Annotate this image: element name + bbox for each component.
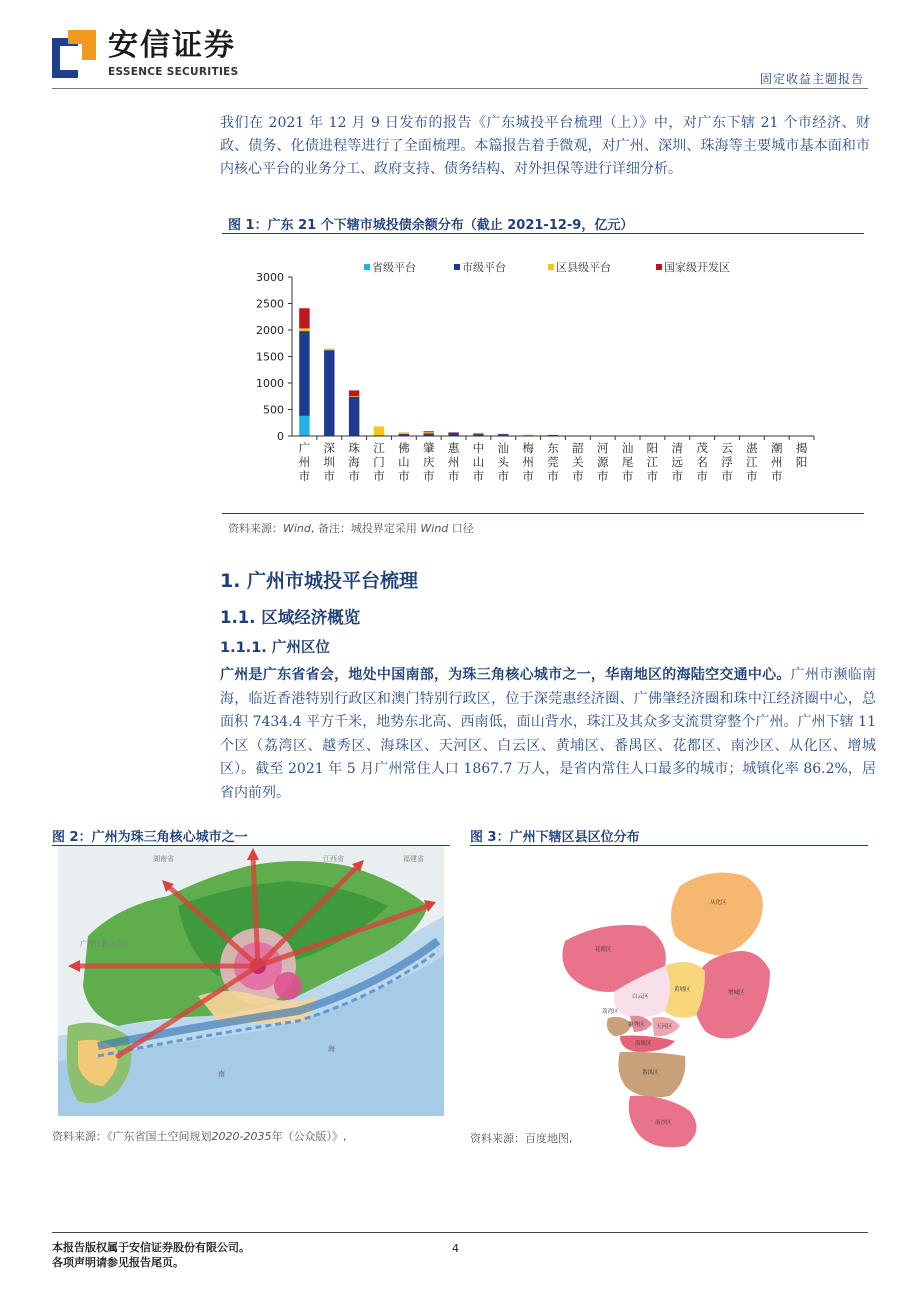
pearl-river-delta-map <box>58 846 444 1116</box>
label-huadu: 花都区 <box>595 947 612 953</box>
x-tick-label-17: 云浮市 <box>721 441 733 483</box>
label-huangpu: 黄埔区 <box>674 987 691 993</box>
figure1-chart <box>222 254 842 494</box>
x-tick-label-19: 潮州市 <box>770 441 783 483</box>
x-tick-label-13: 汕尾市 <box>621 441 634 483</box>
body-text: 广州市濒临南海，临近香港特别行政区和澳门特别行政区，位于深莞惠经济圈、广佛肇经济圈和珠中江经济圈中心，总面积 7434.4 平方千米，地势东北高、西南低，面山背水，珠江及其众多支流贯穿整个广州。广州下辖 11 个区（荔湾区、越秀区、海珠区、天河区、白云区、黄埔区、番禺区、花都区、南沙区、从化区、增城区）。截至 2021 年 5 月广州常住人口 1867.7 万人，是省内常住人口最多的城市；城镇化率 86.2%，居省内前列。 <box>220 667 877 801</box>
x-tick-label-16: 茂名市 <box>696 441 708 483</box>
label-tianhe: 天河区 <box>656 1024 673 1030</box>
figure3-title: 图 3：广州下辖区县区位分布 <box>470 830 640 845</box>
x-tick-label-12: 河源市 <box>596 441 609 483</box>
figure1-source-suffix: 口径 <box>448 522 474 535</box>
brand-name-cn: 安信证券 <box>108 28 236 63</box>
figure1-source-mid: , 备注：城投界定采用 <box>310 522 421 535</box>
bar-9-2 <box>523 435 533 436</box>
x-tick-label-14: 阳江市 <box>646 441 659 483</box>
legend-label-2: 区县级平台 <box>556 261 611 274</box>
figure2-source-years: 2020-2035 <box>211 1130 272 1143</box>
bar-2-2 <box>349 396 359 397</box>
y-tick-label-2: 1000 <box>256 377 284 390</box>
bar-2-1 <box>349 397 359 436</box>
guangzhou-districts-map <box>470 846 870 1126</box>
intro-paragraph: 我们在 2021 年 12 月 9 日发布的报告《广东城投平台梳理（上）》中，对广东下辖 21 个市经济、财政、债务、化债进程等进行了全面梳理。本篇报告着手微观，对广州、深圳、珠海等主要城市基本面和市内核心平台的业务分工、政府支持、债务结构、对外担保等进行详细分析。 <box>220 115 870 177</box>
label-panyu: 番禺区 <box>642 1070 659 1076</box>
x-tick-label-9: 梅州市 <box>522 441 534 483</box>
legend-label-1: 市级平台 <box>462 261 506 274</box>
figure1-bottom-rule <box>222 513 864 514</box>
x-tick-label-2: 珠海市 <box>348 441 360 483</box>
label-zengcheng: 增城区 <box>728 990 745 996</box>
figure1-source <box>228 520 474 536</box>
y-tick-label-4: 2000 <box>256 324 284 337</box>
footer-divider <box>52 1232 868 1233</box>
y-tick-label-3: 1500 <box>256 350 284 364</box>
bar-1-1 <box>324 350 334 436</box>
label-haizhu: 海珠区 <box>635 1041 652 1047</box>
bar-1-2 <box>324 349 334 351</box>
legend-swatch-1 <box>454 264 460 270</box>
x-tick-label-7: 中山市 <box>472 441 485 483</box>
figure1-source-wind-2: Wind <box>420 522 449 535</box>
figure2-title: 图 2：广州为珠三角核心城市之一 <box>52 830 248 845</box>
footer-disclaimer <box>52 1240 250 1270</box>
x-tick-label-15: 清远市 <box>671 441 684 483</box>
figure2-source-prefix: 资料来源：《广东省国土空间规划 <box>52 1130 212 1143</box>
bar-5-3 <box>423 431 433 432</box>
section-heading-1-1-1: 1.1.1. 广州区位 <box>220 640 330 656</box>
guangzhou-location-paragraph <box>220 664 876 805</box>
label-liwan: 荔湾区 <box>602 1009 619 1015</box>
x-tick-label-1: 深圳市 <box>323 441 336 483</box>
bar-0-3 <box>299 308 309 328</box>
lead-sentence: 广州是广东省省会，地处中国南部，为珠三角核心城市之一，华南地区的海陆空交通中心。 <box>220 667 791 683</box>
figure2-source <box>52 1128 346 1144</box>
label-yuexiu: 越秀区 <box>628 1022 645 1028</box>
footer-notice: 各项声明请参见报告尾页。 <box>52 1256 184 1269</box>
bar-7-3 <box>473 433 483 434</box>
legend-label-0: 省级平台 <box>372 261 416 274</box>
y-tick-label-1: 500 <box>263 403 284 417</box>
district-conghua <box>671 873 763 956</box>
bar-8-3 <box>498 434 508 435</box>
bar-3-2 <box>374 426 384 435</box>
label-conghua: 从化区 <box>710 900 727 906</box>
map2-label-hunan: 湖南省 <box>153 855 174 863</box>
header-divider <box>52 88 868 89</box>
bar-2-3 <box>349 390 359 396</box>
legend-swatch-0 <box>364 264 370 270</box>
figure1-source-wind-1: Wind <box>283 522 311 535</box>
label-nansha: 南沙区 <box>655 1120 672 1126</box>
map2-label-fujian: 福建省 <box>403 855 424 863</box>
x-tick-label-3: 江门市 <box>373 441 385 483</box>
map2-label-jiangxi: 江西省 <box>323 855 344 863</box>
y-tick-label-6: 3000 <box>256 271 284 284</box>
x-tick-label-4: 佛山市 <box>398 441 410 483</box>
map2-label-south: 南 <box>218 1070 225 1078</box>
x-tick-label-20: 揭阳 <box>795 441 808 469</box>
bar-6-3 <box>448 432 458 433</box>
x-tick-label-6: 惠州市 <box>447 441 460 483</box>
figure1-title-rule <box>222 233 864 234</box>
x-tick-label-18: 湛江市 <box>746 441 758 483</box>
bar-0-2 <box>299 328 309 331</box>
map2-label-guangxi: 广西壮族自治区 <box>80 940 129 948</box>
y-tick-label-0: 0 <box>277 430 284 443</box>
figure3-source: 资料来源：百度地图, <box>470 1132 573 1145</box>
section-heading-1: 1. 广州市城投平台梳理 <box>220 570 419 592</box>
brand-name-en: ESSENCE SECURITIES <box>108 66 239 78</box>
legend-swatch-2 <box>548 264 554 270</box>
page-header <box>0 0 920 92</box>
section-heading-1-1: 1.1. 区域经济概览 <box>220 608 361 627</box>
legend-swatch-3 <box>656 264 662 270</box>
page-number: 4 <box>452 1242 459 1255</box>
figure1-source-prefix: 资料来源： <box>228 522 283 535</box>
x-tick-label-5: 肇庆市 <box>422 441 435 483</box>
essence-logo-icon <box>52 30 96 78</box>
map2-label-sea: 海 <box>328 1045 335 1053</box>
bar-0-1 <box>299 331 309 416</box>
footer-copyright: 本报告版权属于安信证券股份有限公司。 <box>52 1241 250 1254</box>
bar-4-2 <box>399 432 409 434</box>
label-baiyun: 白云区 <box>632 994 649 1000</box>
x-tick-label-0: 广州市 <box>298 441 311 483</box>
legend-label-3: 国家级开发区 <box>664 261 730 274</box>
bar-0-0 <box>299 416 309 436</box>
figure2-source-suffix: 年（公众版）》, <box>271 1130 347 1143</box>
x-tick-label-10: 东莞市 <box>547 441 559 483</box>
y-tick-label-5: 2500 <box>256 297 284 311</box>
figure1-title: 图 1：广东 21 个下辖市城投债余额分布（截止 2021-12-9，亿元） <box>228 218 634 233</box>
x-tick-label-11: 韶关市 <box>572 441 584 483</box>
report-type-label: 固定收益主题报告 <box>759 72 864 86</box>
x-tick-label-8: 汕头市 <box>497 441 510 483</box>
bar-5-2 <box>423 432 433 433</box>
